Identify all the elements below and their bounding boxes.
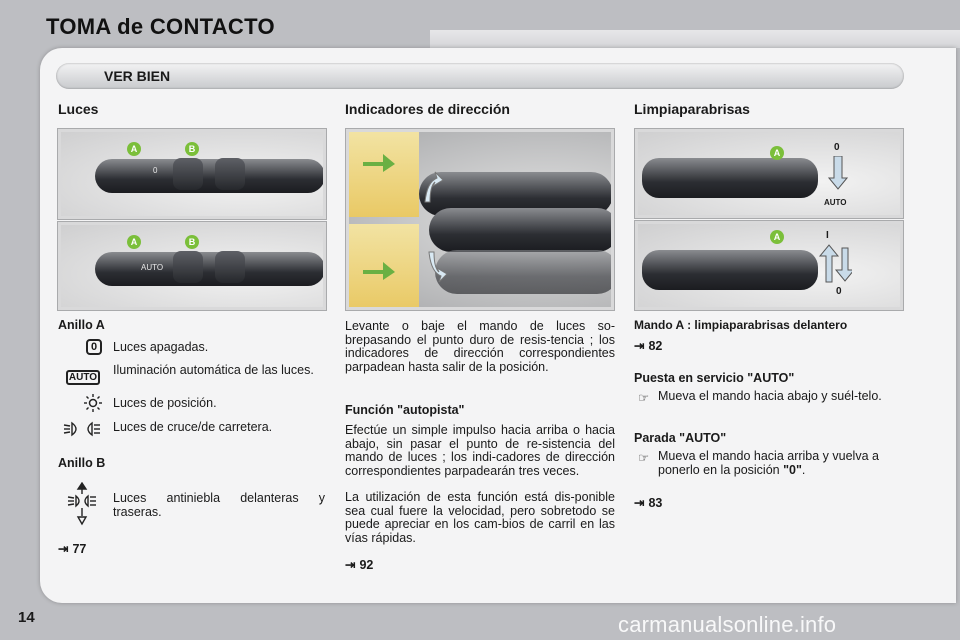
indicator-stalk-photo — [345, 128, 615, 311]
label-a-badge: A — [770, 146, 784, 160]
wiper-subheading: Mando A : limpiaparabrisas delantero — [634, 318, 848, 332]
item-luces-posicion: Luces de posición. — [113, 396, 217, 410]
hand-pointer-icon: ☞ — [638, 391, 650, 405]
arrow-down-icon — [828, 156, 848, 190]
indicadores-body: Levante o baje el mando de luces so-brepasando el punto duro de resis-tencia ; los indicadores de dirección correspondientes parpadean hasta salir de la posición. — [345, 319, 615, 374]
position-auto-mark: AUTO — [141, 263, 164, 272]
stalk-shape — [95, 159, 323, 193]
page-number: 14 — [18, 609, 35, 626]
sun-icon — [84, 394, 102, 412]
reference-arrow-icon: ⇥ — [634, 496, 645, 510]
ring-b-knob — [215, 158, 245, 190]
title-strip — [430, 30, 960, 48]
curved-arrow-up-icon — [421, 170, 445, 204]
stalk-shape-down — [435, 250, 611, 294]
stalk-shape — [642, 158, 818, 198]
arrow-up-icon — [818, 244, 852, 284]
parada-text-bold: "0" — [783, 462, 802, 477]
ref-82[interactable] — [634, 338, 662, 353]
label-a-badge: A — [770, 230, 784, 244]
ref-92[interactable] — [345, 557, 373, 572]
ring-a-knob — [173, 158, 203, 190]
ref-77[interactable] — [58, 541, 86, 556]
watermark: carmanualsonline.info — [618, 612, 837, 637]
zero-glyph: 0 — [86, 339, 102, 355]
arrow-up-icon — [361, 150, 397, 174]
lights-stalk-photo-top — [57, 128, 327, 220]
wiper-auto-mark: AUTO — [824, 198, 847, 207]
stalk-shape — [642, 250, 818, 290]
item-luces-apagadas: Luces apagadas. — [113, 340, 209, 354]
curved-arrow-down-icon — [425, 250, 449, 284]
parada-heading: Parada "AUTO" — [634, 431, 727, 445]
heading-limpiaparabrisas: Limpiaparabrisas — [634, 101, 750, 117]
label-b-badge: B — [185, 142, 199, 156]
auto-glyph: AUTO — [66, 370, 100, 385]
reference-arrow-icon: ⇥ — [634, 339, 645, 353]
heading-luces: Luces — [58, 101, 99, 117]
item-iluminacion-automatica: Iluminación automática de las luces. — [113, 363, 314, 377]
reference-arrow-icon: ⇥ — [58, 542, 69, 556]
autopista-p1: Efectúe un simple impulso hacia arriba o hacia abajo, sin pasar el punto de re-sistencia del mando de luces ; los indi-cadores de dirección correspondientes parpadearán tres veces. — [345, 423, 615, 478]
parada-text — [658, 450, 906, 477]
wiper-one-mark: I — [826, 230, 829, 241]
wiper-zero-mark: 0 — [834, 142, 840, 153]
ref-83-number: 83 — [648, 496, 663, 510]
wiper-stalk-photo-bottom — [634, 220, 904, 311]
item-luces-cruce: Luces de cruce/de carretera. — [113, 420, 273, 434]
ring-a-knob — [173, 251, 203, 283]
ring-b-knob — [215, 251, 245, 283]
ref-92-number: 92 — [359, 558, 374, 572]
ref-77-number: 77 — [72, 542, 87, 556]
puesta-text: Mueva el mando hacia abajo y suél-telo. — [658, 389, 882, 403]
label-b-badge: B — [185, 235, 199, 249]
position-zero-mark: 0 — [153, 166, 158, 175]
wiper-zero-mark: 0 — [836, 286, 842, 297]
autopista-p2: La utilización de esta función está dis-ponible sea cual fuere la velocidad, pero sobretodo se puede apreciar en los cam-bios de carril en las vías rápidas. — [345, 490, 615, 545]
dashboard-top — [349, 132, 419, 217]
hand-pointer-icon: ☞ — [638, 451, 650, 465]
section-bar — [56, 63, 904, 89]
arrow-down-icon — [361, 258, 397, 282]
wiper-stalk-photo-top — [634, 128, 904, 219]
ref-82-number: 82 — [648, 339, 663, 353]
ring-a-label: Anillo A — [58, 318, 105, 332]
autopista-heading: Función "autopista" — [345, 403, 465, 417]
parada-text-main: Mueva el mando hacia arriba y vuelva a ponerlo en la posición — [658, 449, 879, 477]
label-a-badge: A — [127, 235, 141, 249]
page-title: TOMA de CONTACTO — [46, 14, 275, 39]
section-title: VER BIEN — [104, 68, 171, 84]
item-antiniebla: Luces antiniebla delanteras y traseras. — [113, 491, 325, 519]
lights-stalk-photo-bottom — [57, 221, 327, 311]
heading-indicadores: Indicadores de dirección — [345, 101, 510, 117]
puesta-heading: Puesta en servicio "AUTO" — [634, 371, 795, 385]
auto-icon — [64, 370, 102, 385]
reference-arrow-icon: ⇥ — [345, 558, 356, 572]
ref-83[interactable] — [634, 495, 662, 510]
zero-position-icon — [82, 339, 106, 355]
headlamp-icon — [62, 420, 102, 438]
parada-text-end: . — [801, 462, 806, 477]
stalk-shape-middle — [429, 208, 611, 252]
stalk-shape — [95, 252, 323, 286]
label-a-badge: A — [127, 142, 141, 156]
fog-lamp-icon — [64, 482, 100, 526]
ring-b-label: Anillo B — [58, 456, 106, 470]
